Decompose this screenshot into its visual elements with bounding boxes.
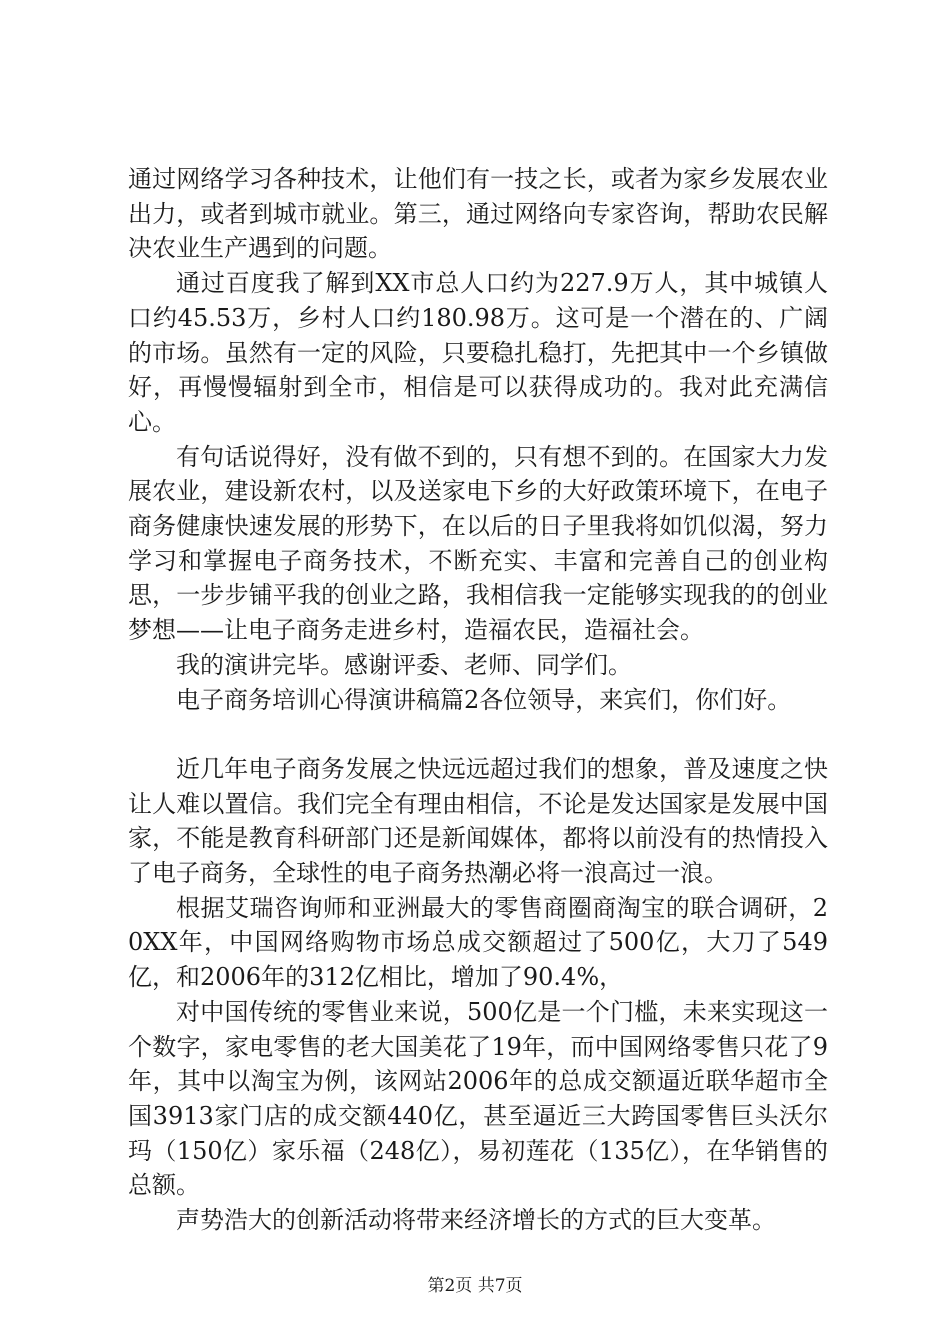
paragraph-innovation: 声势浩大的创新活动将带来经济增长的方式的巨大变革。 bbox=[176, 1206, 776, 1235]
page-number: 第2页 共7页 bbox=[427, 1276, 523, 1296]
paragraph-growth: 近几年电子商务发展之快远远超过我们的想象，普及速度之快让人难以置信。我们完全有理由相信，不论是发达国家是发展中国家，不能是教育科研部门还是新闻媒体，都将以前没有的热情投入了电子商务，全球性的电子商务热潮必将一浪高过一浪。 bbox=[128, 754, 828, 888]
paragraph-retail: 对中国传统的零售业来说，500亿是一个门槛，未来实现这一个数字，家电零售的老大国美花了19年，而中国网络零售只花了9年，其中以淘宝为例，该网站2006年的总成交额逼近联华超市全国3913家门店的成交额440亿，甚至逼近三大跨国零售巨头沃尔玛（150亿）家乐福（248亿），易初莲花（135亿），在华销售的总额。 bbox=[128, 997, 828, 1200]
paragraph-speech-2-heading: 电子商务培训心得演讲稿篇2各位领导，来宾们，你们好。 bbox=[176, 685, 792, 714]
blank-line bbox=[128, 717, 828, 752]
paragraph-continuation: 通过网络学习各种技术，让他们有一技之长，或者为家乡发展农业出力，或者到城市就业。第三，通过网络向专家咨询，帮助农民解决农业生产遇到的问题。 bbox=[128, 165, 828, 263]
paragraph-research: 根据艾瑞咨询师和亚洲最大的零售商圈商淘宝的联合调研，20XX年，中国网络购物市场总成交额超过了500亿，大刀了549亿，和2006年的312亿相比，增加了90.4%， bbox=[128, 893, 828, 992]
paragraph-ambition: 有句话说得好，没有做不到的，只有想不到的。在国家大力发展农业，建设新农村，以及送家电下乡的大好政策环境下，在电子商务健康快速发展的形势下，在以后的日子里我将如饥似渴，努力学习和掌握电子商务技术，不断充实、丰富和完善自己的创业构思，一步步铺平我的创业之路，我相信我一定能够实现我的的创业梦想——让电子商务走进乡村，造福农民，造福社会。 bbox=[128, 442, 828, 645]
document-body bbox=[128, 162, 828, 1238]
paragraph-population: 通过百度我了解到XX市总人口约为227.9万人，其中城镇人口约45.53万，乡村人口约180.98万。这可是一个潜在的、广阔的市场。虽然有一定的风险，只要稳扎稳打，先把其中一个乡镇做好，再慢慢辐射到全市，相信是可以获得成功的。我对此充满信心。 bbox=[128, 269, 828, 436]
paragraph-closing: 我的演讲完毕。感谢评委、老师、同学们。 bbox=[176, 650, 632, 679]
